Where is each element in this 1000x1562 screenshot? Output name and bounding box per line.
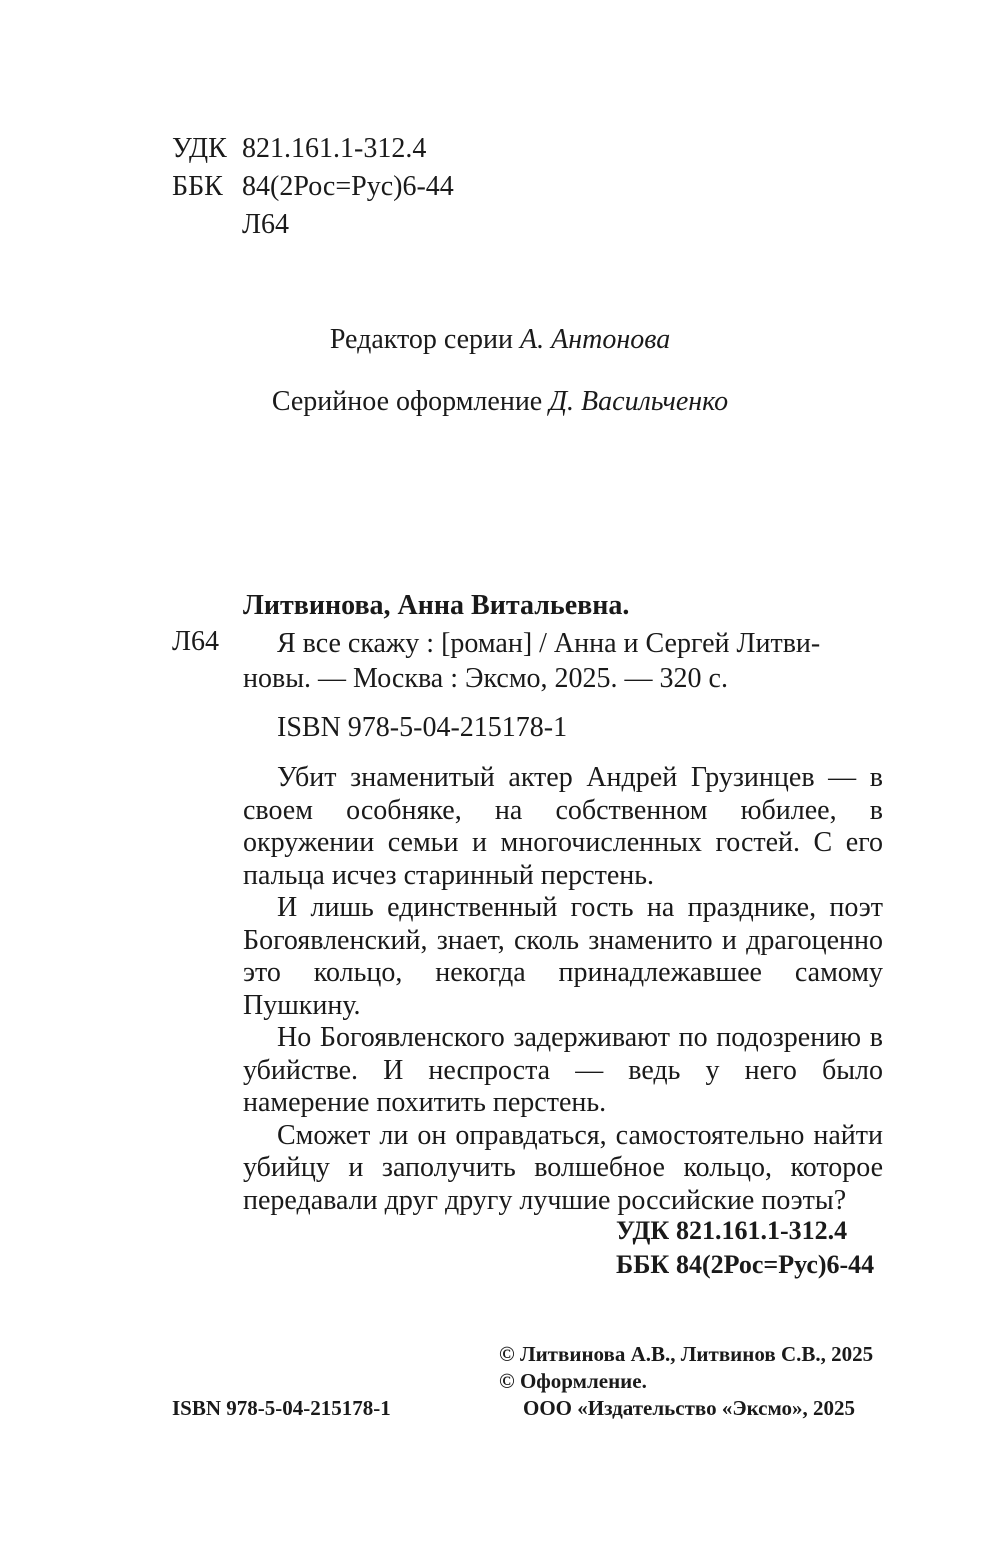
copyright-authors: © Литвинова А.В., Литвинов С.В., 2025: [499, 1342, 874, 1366]
bbk-line: [172, 168, 454, 206]
design-credit: [0, 386, 1000, 418]
series-editor-label: Редактор серии: [329, 324, 514, 355]
author-heading: Литвинова, Анна Витальевна.: [243, 590, 630, 621]
annotation-paragraph: И лишь единственный гость на празднике, поэт Богоявленский, знает, сколь знаменито и драгоценно это кольцо, некогда принадлежавшее самому Пушкину.: [243, 892, 883, 1021]
bbk-bold-label: ББК: [616, 1250, 670, 1279]
record-isbn: ISBN 978-5-04-215178-1: [277, 712, 568, 743]
annotation: [243, 762, 883, 1217]
bbk-bold-line: [616, 1250, 874, 1280]
series-editor-credit: [0, 324, 1000, 356]
udk-value: 821.161.1-312.4: [242, 133, 427, 164]
bbk-label: ББК: [172, 171, 223, 202]
design-label: Серийное оформление: [271, 386, 543, 417]
bbk-bold-value: 84(2Рос=Рус)6-44: [676, 1250, 875, 1279]
isbn-bottom: ISBN 978-5-04-215178-1: [172, 1396, 391, 1420]
design-name: Д. Васильченко: [549, 386, 729, 417]
record-title: [243, 626, 883, 696]
record-title-line2: новы. — Москва : Эксмо, 2025. — 320 с.: [243, 663, 728, 694]
annotation-paragraph: Убит знаменитый актер Андрей Грузинцев — в своем особняке, на собственном юбилее, в окружении семьи и многочисленных гостей. С его пальца исчез старинный перстень.: [243, 762, 883, 891]
udk-bold-line: [616, 1216, 847, 1246]
bbk-value: 84(2Рос=Рус)6-44: [242, 171, 454, 202]
copyright-publisher: ООО «Издательство «Эксмо», 2025: [523, 1396, 856, 1420]
annotation-paragraph: Сможет ли он оправдаться, самостоятельно найти убийцу и заполучить волшебное кольцо, которое передавали друг другу лучшие российские поэты?: [243, 1119, 883, 1216]
record-title-line1: Я все скажу : [роман] / Анна и Сергей Литви-: [277, 628, 821, 659]
udk-label: УДК: [172, 133, 227, 164]
udk-bold-value: 821.161.1-312.4: [676, 1216, 848, 1245]
series-editor-name: А. Антонова: [520, 324, 671, 355]
annotation-paragraph: Но Богоявленского задерживают по подозрению в убийстве. И неспроста — ведь у него было намерение похитить перстень.: [243, 1022, 883, 1118]
copyright-design: © Оформление.: [499, 1369, 647, 1393]
record-author-mark: Л64: [172, 626, 219, 657]
udk-line: [172, 130, 426, 168]
udk-bold-label: УДК: [616, 1216, 670, 1245]
author-mark: Л64: [242, 209, 289, 240]
author-mark-line: [172, 206, 289, 244]
